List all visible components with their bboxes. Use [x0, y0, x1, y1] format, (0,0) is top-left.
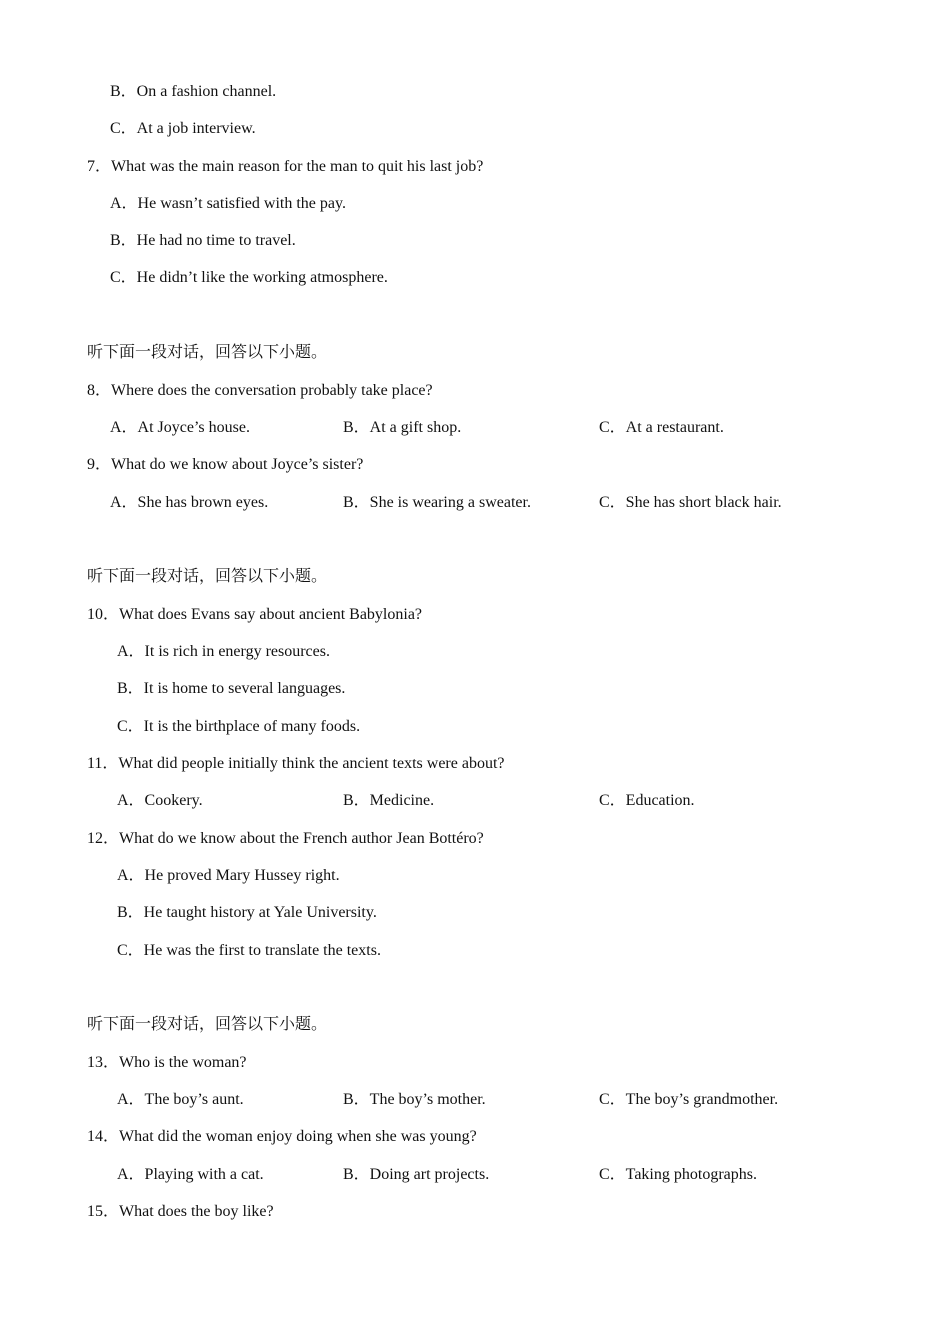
q7-option-a: A．He wasn’t satisfied with the pay. — [110, 195, 346, 212]
q8-option-b: B．At a gift shop. — [343, 419, 462, 436]
q14-stem: 14．What did the woman enjoy doing when she was young? — [87, 1128, 477, 1145]
q12-option-a: A．He proved Mary Hussey right. — [117, 867, 340, 884]
q12-stem: 12．What do we know about the French author Jean Bottéro? — [87, 830, 484, 847]
q10-option-a: A．It is rich in energy resources. — [117, 643, 330, 660]
section-intro: 听下面一段对话，回答以下小题。 — [87, 1016, 328, 1033]
q6-option-c: C．At a job interview. — [110, 120, 256, 137]
q9-stem: 9．What do we know about Joyce’s sister? — [87, 456, 364, 473]
q8-option-a: A．At Joyce’s house. — [110, 419, 250, 436]
q9-option-b: B．She is wearing a sweater. — [343, 494, 531, 511]
q11-option-a: A．Cookery. — [117, 792, 203, 809]
q13-stem: 13．Who is the woman? — [87, 1054, 247, 1071]
q14-option-a: A．Playing with a cat. — [117, 1166, 264, 1183]
q11-option-b: B．Medicine. — [343, 792, 435, 809]
section-intro: 听下面一段对话，回答以下小题。 — [87, 344, 328, 361]
q12-option-c: C．He was the first to translate the texts. — [117, 942, 381, 959]
q11-stem: 11．What did people initially think the ancient texts were about? — [87, 755, 505, 772]
q15-stem: 15．What does the boy like? — [87, 1203, 274, 1220]
q8-option-c: C．At a restaurant. — [599, 419, 724, 436]
q8-stem: 8．Where does the conversation probably take place? — [87, 382, 433, 399]
q9-option-c: C．She has short black hair. — [599, 494, 782, 511]
q10-stem: 10．What does Evans say about ancient Babylonia? — [87, 606, 423, 623]
q12-option-b: B．He taught history at Yale University. — [117, 904, 377, 921]
q6-option-b: B．On a fashion channel. — [110, 83, 277, 100]
q10-option-c: C．It is the birthplace of many foods. — [117, 718, 361, 735]
q14-option-b: B．Doing art projects. — [343, 1166, 490, 1183]
q13-option-b: B．The boy’s mother. — [343, 1091, 486, 1108]
section-intro: 听下面一段对话，回答以下小题。 — [87, 568, 328, 585]
q7-option-c: C．He didn’t like the working atmosphere. — [110, 269, 388, 286]
q13-option-a: A．The boy’s aunt. — [117, 1091, 244, 1108]
q11-option-c: C．Education. — [599, 792, 695, 809]
q14-option-c: C．Taking photographs. — [599, 1166, 757, 1183]
q7-stem: 7．What was the main reason for the man to quit his last job? — [87, 158, 484, 175]
q7-option-b: B．He had no time to travel. — [110, 232, 296, 249]
q10-option-b: B．It is home to several languages. — [117, 680, 346, 697]
q9-option-a: A．She has brown eyes. — [110, 494, 269, 511]
q13-option-c: C．The boy’s grandmother. — [599, 1091, 779, 1108]
